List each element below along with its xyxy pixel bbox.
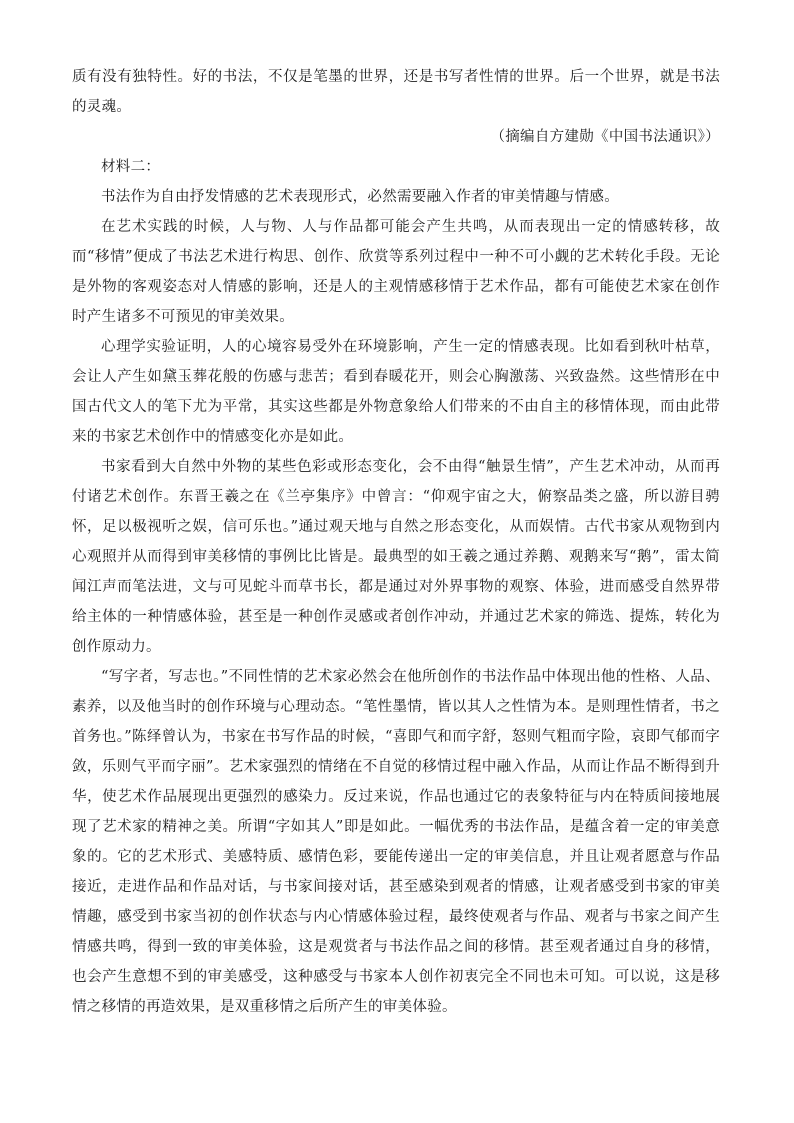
paragraph-2: 在艺术实践的时候，人与物、人与作品都可能会产生共鸣，从而表现出一定的情感转移，故而“移情”便成了书法艺术进行构思、创作、欣赏等系列过程中一种不可小觑的艺术转化手段。无论是外物的客观姿态对人情感的影响，还是人的主观情感移情于艺术作品，都有可能使艺术家在创作时产生诸多不可预见的审美效果。 xyxy=(72,219,720,325)
paragraph-1: 书法作为自由抒发情感的艺术表现形式，必然需要融入作者的审美情趣与情感。 xyxy=(101,189,619,205)
section-heading: 材料二： xyxy=(101,159,161,175)
paragraph-5: “写字者，写志也。”不同性情的艺术家必然会在他所创作的书法作品中体现出他的性格、人品、素养，以及他当时的创作环境与心理动态。“笔性墨情，皆以其人之性情为本。是则理性情者，书之首务也。”陈绎曾认为，书家在书写作品的时候，“喜即气和而字舒，怒则气粗而字险，哀即气郁而字敛，乐则气平而字丽”。艺术家强烈的情绪在不自觉的移情过程中融入作品，从而让作品不断得到升华，使艺术作品展现出更强烈的感染力。反过来说，作品也通过它的表象特征与内在特质间接地展现了艺术家的精神之美。所谓“字如其人”即是如此。一幅优秀的书法作品，是蕴含着一定的审美意象的。它的艺术形式、美感特质、感情色彩，要能传递出一定的审美信息，并且让观者愿意与作品接近，走进作品和作品对话，与书家间接对话，甚至感染到观者的情感，让观者感受到书家的审美情趣，感受到书家当初的创作状态与内心情感体验过程，最终使观者与作品、观者与书家之间产生情感共鸣，得到一致的审美体验，这是观赏者与书法作品之间的移情。甚至观者通过自身的移情，也会产生意想不到的审美感受，这种感受与书家本人创作初衷完全不同也未可知。可以说，这是移情之移情的再造效果，是双重移情之后所产生的审美体验。 xyxy=(72,669,720,1015)
document-page xyxy=(72,62,720,1022)
paragraph-continuation: 质有没有独特性。好的书法，不仅是笔墨的世界，还是书写者性情的世界。后一个世界，就是书法的灵魂。 xyxy=(72,69,720,115)
paragraph-4: 书家看到大自然中外物的某些色彩或形态变化，会不由得“触景生情”，产生艺术冲动，从而再付诸艺术创作。东晋王羲之在《兰亭集序》中曾言：“仰观宇宙之大，俯察品类之盛，所以游目骋怀，足以极视听之娱，信可乐也。”通过观天地与自然之形态变化，从而娱情。古代书家从观物到内心观照并从而得到审美移情的事例比比皆是。最典型的如王羲之通过养鹅、观鹅来写“鹅”，雷太简闻江声而笔法进，文与可见蛇斗而草书长，都是通过对外界事物的观察、体验，进而感受自然界带给主体的一种情感体验，甚至是一种创作灵感或者创作冲动，并通过艺术家的筛选、提炼，转化为创作原动力。 xyxy=(72,459,720,655)
paragraph-3: 心理学实验证明，人的心境容易受外在环境影响，产生一定的情感表现。比如看到秋叶枯草，会让人产生如黛玉葬花般的伤感与悲苦；看到春暖花开，则会心胸激荡、兴致盎然。这些情形在中国古代文人的笔下尤为平常，其实这些都是外物意象给人们带来的不由自主的移情体现，而由此带来的书家艺术创作中的情感变化亦是如此。 xyxy=(72,339,720,445)
source-citation: （摘编自方建勋《中国书法通识》） xyxy=(490,129,720,145)
